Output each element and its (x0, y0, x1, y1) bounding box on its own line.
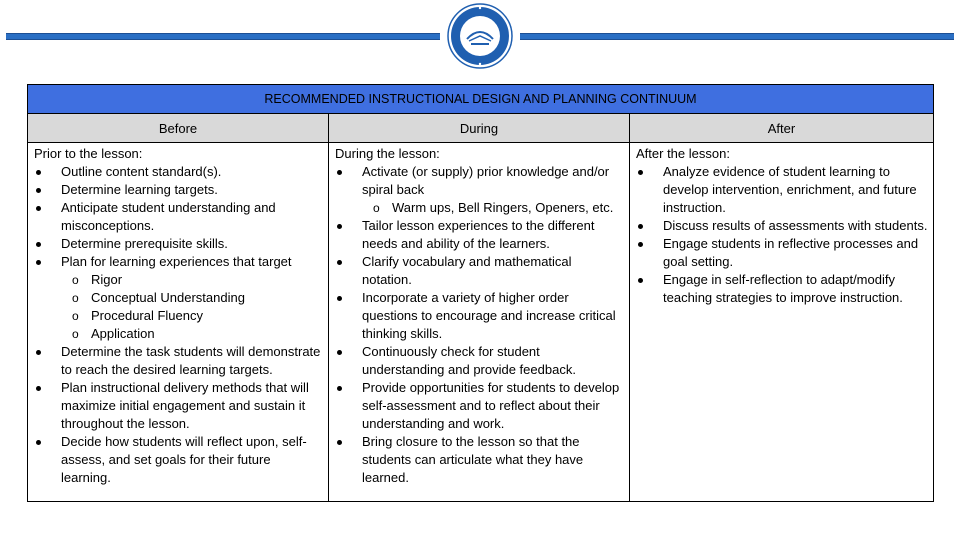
header-rule-right (520, 33, 954, 40)
list-item: Engage students in reflective processes and goal setting. (636, 235, 929, 271)
column-header-before: Before (28, 114, 329, 143)
list-item: Engage in self-reflection to adapt/modify teaching strategies to improve instruction. (636, 271, 929, 307)
sub-list-item: o Procedural Fluency (34, 307, 324, 325)
header-rule-left (6, 33, 440, 40)
list-item: Provide opportunities for students to develop self-assessment and to reflect about their understanding and work. (335, 379, 625, 433)
bullet-list (34, 163, 324, 487)
list-item: Decide how students will reflect upon, self-assess, and set goals for their future learning. (34, 433, 324, 487)
sub-list-item: o Application (34, 325, 324, 343)
list-item: Determine learning targets. (34, 181, 324, 199)
list-item: Bring closure to the lesson so that the students can articulate what they have learned. (335, 433, 625, 487)
continuum-table (27, 84, 934, 502)
list-item: Determine the task students will demonstrate to reach the desired learning targets. (34, 343, 324, 379)
list-item: Plan for learning experiences that target (34, 253, 324, 271)
column-intro: After the lesson: (636, 146, 730, 161)
table-title: RECOMMENDED INSTRUCTIONAL DESIGN AND PLANNING CONTINUUM (28, 85, 934, 114)
sub-list-item: o Conceptual Understanding (34, 289, 324, 307)
list-item: Determine prerequisite skills. (34, 235, 324, 253)
list-item: Outline content standard(s). (34, 163, 324, 181)
sub-list-item: o Warm ups, Bell Ringers, Openers, etc. (335, 199, 625, 217)
bullet-list (335, 163, 625, 487)
list-item: Plan instructional delivery methods that will maximize initial engagement and sustain it throughout the lesson. (34, 379, 324, 433)
list-item: Tailor lesson experiences to the different needs and ability of the learners. (335, 217, 625, 253)
list-item: Anticipate student understanding and misconceptions. (34, 199, 324, 235)
column-body-before (28, 143, 329, 502)
sub-list-item: o Rigor (34, 271, 324, 289)
bullet-list (636, 163, 929, 307)
list-item: Analyze evidence of student learning to develop intervention, enrichment, and future instruction. (636, 163, 929, 217)
list-item: Clarify vocabulary and mathematical notation. (335, 253, 625, 289)
district-seal-icon (447, 3, 513, 69)
list-item: Activate (or supply) prior knowledge and/or spiral back (335, 163, 625, 199)
column-intro: During the lesson: (335, 146, 440, 161)
column-header-after: After (630, 114, 934, 143)
list-item: Discuss results of assessments with students. (636, 217, 929, 235)
list-item: Continuously check for student understanding and provide feedback. (335, 343, 625, 379)
column-body-after (630, 143, 934, 502)
column-body-during (329, 143, 630, 502)
column-header-during: During (329, 114, 630, 143)
column-intro: Prior to the lesson: (34, 146, 143, 161)
list-item: Incorporate a variety of higher order questions to encourage and increase critical thinking skills. (335, 289, 625, 343)
